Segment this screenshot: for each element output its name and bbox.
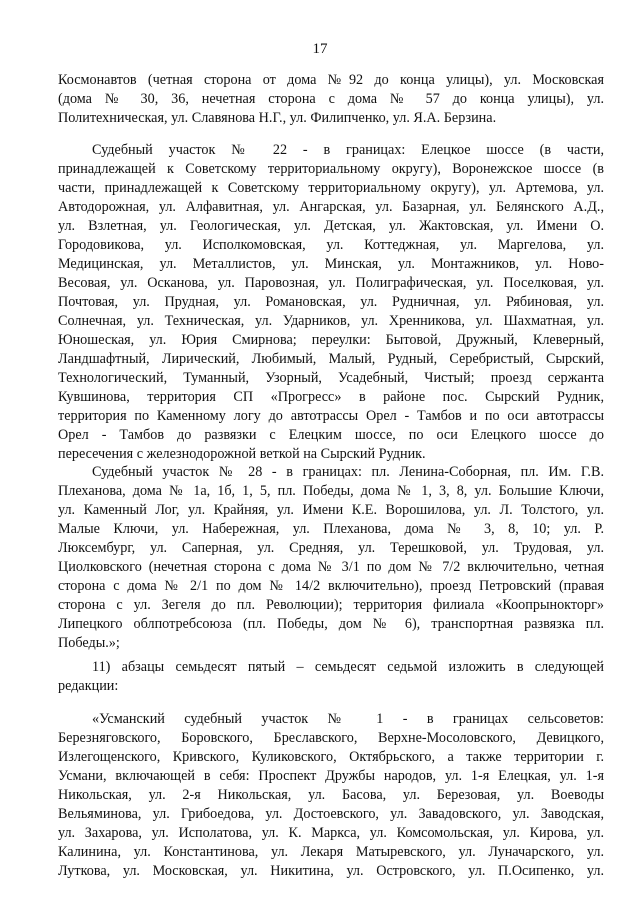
text-line: Политехническая, ул. Славянова Н.Г., ул. Филипченко, ул. Я.А. Берзина.	[58, 110, 497, 126]
text-line: Кувшинова, территория СП «Прогресс» в районе пос. Сырский Рудник,	[58, 389, 604, 405]
text-line: Почтовая, ул. Прудная, ул. Романовская, ул. Рудничная, ул. Рябиновая, ул.	[58, 294, 604, 310]
text-line: Вельяминова, ул. Грибоедова, ул. Достоевского, ул. Завадовского, ул. Заводская,	[58, 806, 604, 822]
text-line: Технологический, Туманный, Узорный, Усадебный, Чистый; проезд сержанта	[58, 370, 604, 386]
text-line: Никольская, ул. 2-я Никольская, ул. Басова, ул. Березовая, ул. Воеводы	[58, 787, 604, 803]
text-line: Малые Ключи, ул. Набережная, ул. Плеханова, дома № 3, 8, 10; ул. Р.	[58, 521, 604, 537]
text-line: ул. Захарова, ул. Исполатова, ул. К. Маркса, ул. Комсомольская, ул. Кирова, ул.	[58, 825, 604, 841]
text-line: ул. Каменный Лог, ул. Крайняя, ул. Имени К.Е. Ворошилова, ул. Л. Толстого, ул.	[58, 502, 604, 518]
text-line: «Усманский судебный участок № 1 - в границах сельсоветов:	[92, 711, 604, 727]
text-line: (дома № 30, 36, нечетная сторона с дома № 57 до конца улицы), ул.	[58, 91, 604, 107]
text-line: Орел - Тамбов до развязки с Елецким шоссе, по оси Елецкого шоссе до	[58, 427, 604, 443]
paragraph-court-district-28	[58, 463, 604, 653]
text-line: Плеханова, дома № 1а, 1б, 1, 5, пл. Победы, дома № 1, 3, 8, ул. Большие Ключи,	[58, 483, 604, 499]
text-line: Люксембург, ул. Саперная, ул. Средняя, ул. Терешковой, ул. Трудовая, ул.	[58, 540, 604, 556]
text-line: Весовая, ул. Осканова, ул. Паровозная, ул. Полиграфическая, ул. Поселковая, ул.	[58, 275, 604, 291]
text-line: сторона с дома № 2/1 по дом № 14/2 включительно), проезд Петровский (правая	[58, 578, 604, 594]
text-line: Березняговского, Боровского, Бреславского, Верхне-Мосоловского, Девицкого,	[58, 730, 604, 746]
text-line: редакции:	[58, 678, 119, 694]
paragraph-usman-district-1	[58, 710, 604, 881]
paragraph-court-district-22	[58, 141, 604, 464]
text-line: Юношеская, ул. Юрия Смирнова; переулки: Бытовой, Дружный, Клеверный,	[58, 332, 604, 348]
text-line: Луткова, ул. Московская, ул. Никитина, ул. Островского, ул. П.Осипенко, ул.	[58, 863, 604, 879]
text-line: Липецкого облпотребсоюза (пл. Победы, дом № 6), транспортная развязка пл.	[58, 616, 604, 632]
text-line: Усмани, включающей в себя: Проспект Дружбы народов, ул. 1-я Елецкая, ул. 1-я	[58, 768, 604, 784]
text-line: части, принадлежащей к Советскому территориальному округу), ул. Артемова, ул.	[58, 180, 604, 196]
text-line: принадлежащей к Советскому территориальному округу), Воронежское шоссе (в	[58, 161, 604, 177]
text-line: Излегощенского, Кривского, Куликовского, Октябрьского, а также территории г.	[58, 749, 604, 765]
text-line: территория по Каменному логу до автотрассы Орел - Тамбов и по оси автотрассы	[58, 408, 604, 424]
text-line: Космонавтов (четная сторона от дома №92 до конца улицы), ул. Московская	[58, 72, 604, 88]
text-line: Судебный участок № 22 - в границах: Елецкое шоссе (в части,	[92, 142, 604, 158]
text-line: Циолковского (нечетная сторона с дома № 3/1 по дом № 7/2 включительно, четная	[58, 559, 604, 575]
text-line: пересечения с железнодорожной веткой на Сырский Рудник.	[58, 446, 426, 462]
text-line: Судебный участок № 28 - в границах: пл. Ленина-Соборная, пл. Им. Г.В.	[92, 464, 604, 480]
text-line: Ландшафтный, Лирический, Любимый, Малый, Рудный, Серебристый, Сырский,	[58, 351, 604, 367]
text-line: Солнечная, ул. Техническая, ул. Ударников, ул. Хренникова, ул. Шахматная, ул.	[58, 313, 604, 329]
text-line: Калинина, ул. Константинова, ул. Лекаря Матыревского, ул. Луначарского, ул.	[58, 844, 604, 860]
text-line: Победы.»;	[58, 635, 120, 651]
text-line: Медицинская, ул. Металлистов, ул. Минская, ул. Монтажников, ул. Ново-	[58, 256, 604, 272]
paragraph-continuation	[58, 71, 604, 128]
text-line: ул. Взлетная, ул. Геологическая, ул. Детская, ул. Жактовская, ул. Имени О.	[58, 218, 604, 234]
text-line: 11) абзацы семьдесят пятый – семьдесят седьмой изложить в следующей	[92, 659, 604, 675]
text-line: Городовикова, ул. Исполкомовская, ул. Коттеджная, ул. Маргелова, ул.	[58, 237, 604, 253]
text-line: сторона с ул. Зегеля до пл. Революции); территория филиала «Коопрынокторг»	[58, 597, 604, 613]
page-number: 17	[312, 41, 328, 57]
text-line: Автодорожная, ул. Алфавитная, ул. Ангарская, ул. Базарная, ул. Белянского А.Д.,	[58, 199, 604, 215]
paragraph-item-11	[58, 658, 604, 696]
